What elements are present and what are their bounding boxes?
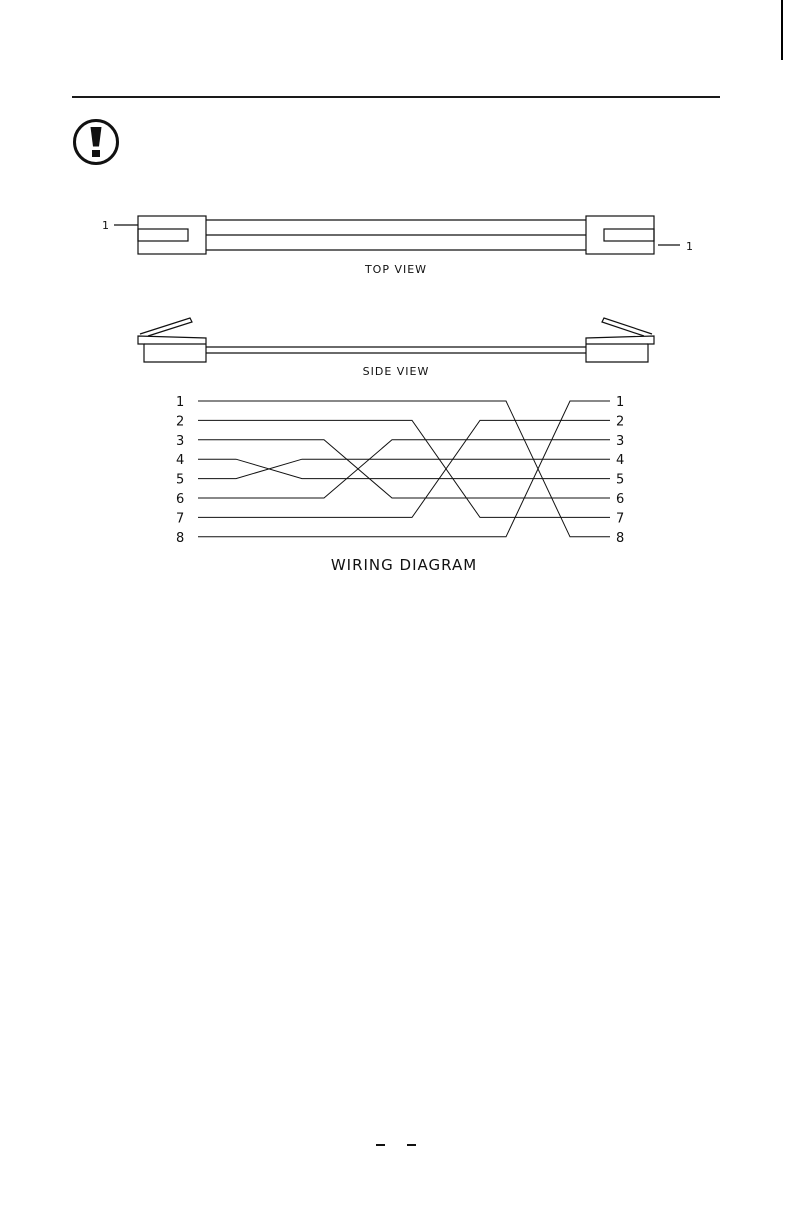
wire-2-to-7 xyxy=(198,420,610,517)
wire-8-to-1 xyxy=(198,401,610,537)
wiring-wires xyxy=(198,401,610,537)
wiring-right-pin-1: 1 xyxy=(616,395,625,410)
side-view xyxy=(138,318,654,362)
wire-4-to-5 xyxy=(198,459,610,478)
wiring-diagram-caption: WIRING DIAGRAM xyxy=(330,556,478,574)
side-view-left-latch xyxy=(140,318,192,336)
top-view-left-connector xyxy=(138,216,206,254)
wiring-left-pin-6: 6 xyxy=(176,492,185,507)
wiring-right-pin-8: 8 xyxy=(616,530,625,546)
wiring-right-pin-6: 6 xyxy=(616,492,625,507)
wiring-right-pin-3: 3 xyxy=(616,433,625,449)
wiring-left-pin-3: 3 xyxy=(176,433,185,449)
wiring-left-pins xyxy=(176,395,184,546)
top-view-caption: TOP VIEW xyxy=(364,263,428,276)
wiring-right-pin-7: 7 xyxy=(616,511,625,527)
wiring-left-pin-4: 4 xyxy=(176,453,185,469)
top-view-left-pin-label: 1 xyxy=(102,219,110,232)
page-number-marks xyxy=(376,1144,416,1148)
top-view-left-latch xyxy=(138,229,188,241)
wiring-right-pins xyxy=(616,395,624,546)
wire-3-to-6 xyxy=(198,440,610,498)
wire-1-to-8 xyxy=(198,401,610,537)
wire-6-to-3 xyxy=(198,440,610,498)
wiring-left-pin-8: 8 xyxy=(176,530,185,546)
side-view-right-latch xyxy=(602,318,652,336)
side-view-right-plug xyxy=(586,336,654,362)
top-view-right-pin-label: 1 xyxy=(686,240,694,253)
wire-5-to-4 xyxy=(198,459,610,478)
wire-7-to-2 xyxy=(198,420,610,517)
wiring-right-pin-2: 2 xyxy=(616,414,625,430)
side-view-caption: SIDE VIEW xyxy=(362,365,430,378)
wiring-left-pin-2: 2 xyxy=(176,414,185,430)
wiring-left-pin-7: 7 xyxy=(176,511,185,527)
wiring-right-pin-4: 4 xyxy=(616,453,625,469)
wiring-right-pin-5: 5 xyxy=(616,472,625,488)
top-view xyxy=(114,216,680,254)
side-view-left-plug xyxy=(138,336,206,362)
top-view-right-connector xyxy=(586,216,654,254)
top-view-right-latch xyxy=(604,229,654,241)
wiring-left-pin-5: 5 xyxy=(176,472,185,488)
wiring-left-pin-1: 1 xyxy=(176,395,185,410)
